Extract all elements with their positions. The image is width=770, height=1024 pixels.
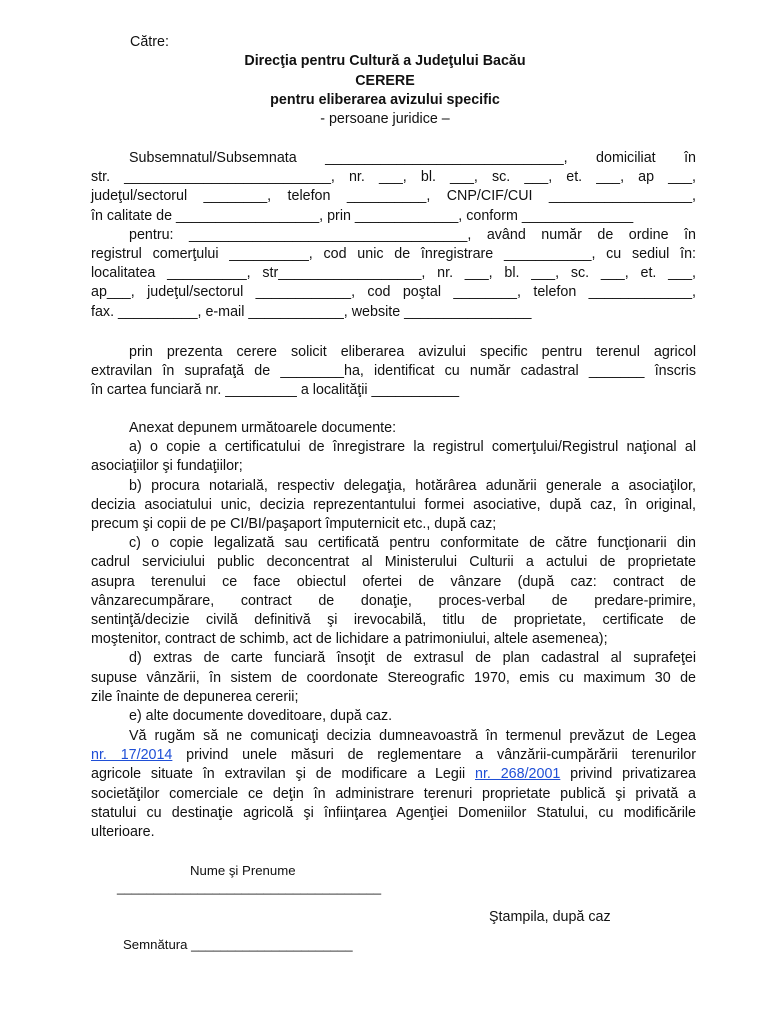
annex-item: asociaţiilor şi fundaţiilor;: [91, 458, 243, 475]
annex-item: zile înainte de depunerea cererii;: [91, 688, 299, 705]
institution-heading: Direcţia pentru Cultură a Judeţului Bacău: [244, 53, 526, 69]
identity-line: ap___, judeţul/sectorul ____________, cod poştal ________, telefon _____________,: [91, 284, 696, 301]
annex-item: supuse vânzării, în sistem de coordonate Stereografic 1970, emis cu maximum 30 de: [91, 669, 696, 686]
request-line: în cartea funciară nr. _________ a localităţii ___________: [91, 382, 460, 399]
annex-item: c) o copie legalizată sau certificată pentru conformitate de către funcţionarii din: [129, 535, 696, 552]
annex-item: e) alte documente doveditoare, după caz.: [129, 708, 393, 725]
closing-line: Vă rugăm să ne comunicaţi decizia dumneavoastră în termenul prevăzut de Legea: [129, 728, 696, 744]
identity-line: localitatea __________, str__________________, nr. ___, bl. ___, sc. ___, et. ___,: [91, 265, 696, 282]
closing-paragraph: [91, 727, 696, 842]
document-title: CERERE: [355, 73, 415, 89]
annex-item: sentinţă/decizie civilă definitivă şi irevocabilă, titlu de proprietate, certificate de: [91, 612, 696, 629]
stamp-label: Ştampila, după caz: [489, 909, 611, 925]
applicant-category: - persoane juridice –: [320, 111, 450, 127]
identity-line: Subsemnatul/Subsemnata ______________________________, domiciliat în: [129, 150, 696, 166]
annex-item: asupra terenului ce face obiectul ofertei de vânzare (după caz: contract de: [91, 573, 696, 590]
identity-line: registrul comerţului __________, cod unic de înregistrare ___________, cu sediul în:: [91, 246, 696, 263]
annex-item: a) o copie a certificatului de înregistrare la registrul comerţului/Registrul naţional al: [129, 439, 696, 456]
annex-item: cadrul serviciului public deconcentrat al Ministerului Culturii a actului de proprietate: [91, 554, 696, 571]
closing-line: [91, 765, 696, 784]
request-line: extravilan în suprafaţă de ________ha, identificat cu număr cadastral _______ înscris: [91, 363, 696, 380]
annex-item: precum şi copii de pe CI/BI/paşaport împuternicit etc., după caz;: [91, 516, 497, 533]
closing-line: statului cu destinaţie agricolă şi înfiinţarea Agenţiei Domeniilor Statului, cu modificările: [91, 804, 696, 821]
identity-line: judeţul/sectorul ________, telefon __________, CNP/CIF/CUI __________________,: [91, 188, 696, 205]
identity-line: str. __________________________, nr. ___, bl. ___, sc. ___, et. ___, ap ___,: [91, 169, 696, 186]
identity-section: [91, 149, 696, 322]
identity-line: în calitate de __________________, prin _____________, conform ______________: [91, 207, 634, 224]
annex-intro: Anexat depunem următoarele documente:: [129, 420, 397, 436]
signature-label: Semnătura ______________________: [123, 937, 353, 952]
annex-item: decizia asociatului unic, decizia reprezentantului formei asociative, după caz, în original,: [91, 496, 696, 513]
identity-line: fax. __________, e-mail ____________, website ________________: [91, 303, 532, 320]
request-section: [91, 343, 696, 401]
law-link-268-2001[interactable]: nr. 268/2001: [475, 766, 561, 783]
closing-line: ulterioare.: [91, 824, 155, 841]
name-signature-line: ____________________________________: [117, 880, 382, 895]
closing-text: agricole situate în extravilan şi de modificare a Legii: [91, 766, 475, 783]
law-link-17-2014[interactable]: nr. 17/2014: [91, 747, 173, 764]
annex-section: [91, 419, 696, 726]
closing-text: privind unele măsuri de reglementare a vânzării-cumpărării terenurilor: [172, 747, 696, 764]
annex-item: d) extras de carte funciară însoţit de extrasul de plan cadastral al suprafeţei: [129, 650, 696, 667]
annex-item: moştenitor, contract de schimb, act de lichidare a patrimoniului, altele asemenea);: [91, 631, 608, 648]
closing-line: societăţilor comerciale ce deţin în administrare terenuri proprietate publică şi privată a: [91, 785, 696, 802]
identity-line: pentru: ___________________________________, având număr de ordine în: [129, 226, 696, 243]
annex-item: b) procura notarială, respectiv delegaţia, hotărârea adunării generale a asociaţilor,: [129, 477, 696, 494]
document-purpose: pentru eliberarea avizului specific: [270, 92, 500, 108]
addressee: Către:: [130, 34, 169, 50]
closing-text: privind privatizarea: [560, 766, 696, 783]
annex-item: vânzarecumpărare, contract de donaţie, proces-verbal de predare-primire,: [91, 592, 696, 609]
name-label: Nume şi Prenume: [190, 863, 296, 878]
request-line: prin prezenta cerere solicit eliberarea avizului specific pentru terenul agricol: [129, 344, 696, 360]
closing-line: [91, 746, 696, 765]
